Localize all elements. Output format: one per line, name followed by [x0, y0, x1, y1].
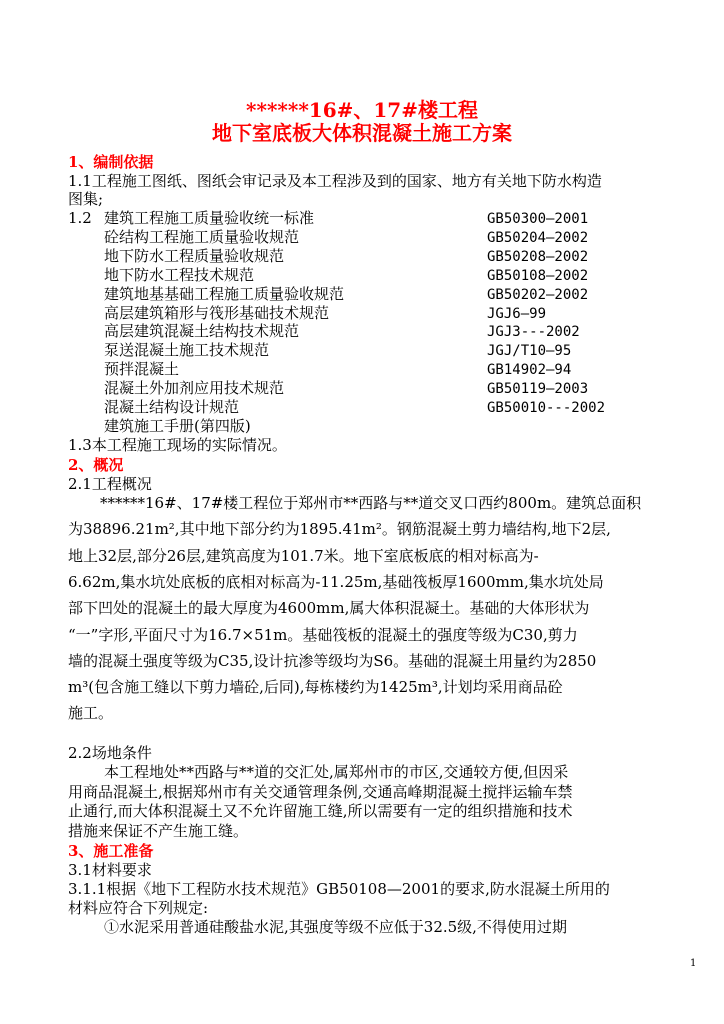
standard-code: JGJ6—99	[487, 305, 547, 322]
standard-name: 建筑施工手册(第四版)	[104, 416, 251, 435]
standard-code: GB14902—94	[487, 362, 572, 379]
doc-title-line2: 地下室底板大体积混凝土施工方案	[212, 121, 512, 145]
standard-code: GB50300—2001	[487, 211, 589, 227]
site-line: 本工程地处**西路与**道的交汇处,属郑州市的市区,交通较方便,但因采	[104, 763, 569, 781]
site-2-2-heading: 2.2场地条件	[68, 744, 152, 762]
overview-line: 部下凹处的混凝土的最大厚度为4600mm,属大体积混凝土。基础的大体形状为	[68, 599, 590, 618]
overview-line: m³(包含施工缝以下剪力墙砼,后同),每栋楼约为1425m³,计划均采用商品砼	[68, 678, 563, 697]
standard-name: 砼结构工程施工质量验收规范	[104, 227, 300, 246]
standard-name: 混凝土外加剂应用技术规范	[104, 379, 285, 398]
standard-code: GB50119—2003	[487, 381, 589, 398]
basis-1-1-cont: 图集;	[68, 190, 104, 208]
basis-1-1: 1.1工程施工图纸、图纸会审记录及本工程涉及到的国家、地方有关地下防水构造	[68, 172, 602, 190]
standard-code: GB50204—2002	[487, 229, 589, 246]
prep-item-1: ①水泥采用普通硅酸盐水泥,其强度等级不应低于32.5级,不得使用过期	[104, 918, 567, 936]
section-heading-2: 2、概况	[68, 456, 124, 474]
section-heading-1: 1、编制依据	[68, 153, 154, 171]
site-line: 措施来保证不产生施工缝。	[68, 821, 249, 840]
standard-code: GB50202—2002	[487, 286, 589, 303]
standard-name: 预拌混凝土	[104, 360, 180, 379]
standard-code: GB50010---2002	[487, 400, 606, 416]
prep-3-1-1-line1: 3.1.1根据《地下工程防水技术规范》GB50108—2001的要求,防水混凝土所用的	[68, 880, 610, 898]
overview-2-1-heading: 2.1工程概况	[68, 475, 152, 493]
standard-code: JGJ3---2002	[487, 324, 580, 341]
standard-name: 混凝土结构设计规范	[104, 398, 240, 416]
standard-code: GB50208—2002	[487, 248, 589, 265]
page-number: 1	[690, 958, 697, 969]
standard-name: 高层建筑箱形与筏形基础技术规范	[104, 303, 330, 322]
standard-name: 建筑地基基础工程施工质量验收规范	[104, 284, 345, 303]
prep-3-1-1-line2: 材料应符合下列规定:	[68, 899, 209, 917]
standard-name: 建筑工程施工质量验收统一标准	[104, 209, 315, 227]
basis-1-3: 1.3本工程施工现场的实际情况。	[68, 436, 287, 454]
overview-line: 墙的混凝土强度等级为C35,设计抗渗等级均为S6。基础的混凝土用量约为2850	[68, 651, 597, 670]
site-line: 止通行,而大体积混凝土又不允许留施工缝,所以需要有一定的组织措施和技术	[68, 802, 573, 820]
standard-code: JGJ/T10—95	[487, 343, 572, 360]
overview-line: “一”字形,平面尺寸为16.7×51m。基础筏板的混凝土的强度等级为C30,剪力	[68, 625, 578, 644]
doc-title-line1: ******16#、17#楼工程	[246, 98, 478, 122]
standard-name: 泵送混凝土施工技术规范	[104, 341, 270, 360]
overview-line: 6.62m,集水坑处底板的底相对标高为-11.25m,基础筏板厚1600mm,集水坑处局	[68, 572, 604, 591]
prep-3-1-heading: 3.1材料要求	[68, 861, 152, 879]
overview-line: 施工。	[68, 704, 114, 723]
standard-name: 高层建筑混凝土结构技术规范	[104, 322, 300, 341]
standard-code: GB50108—2002	[487, 267, 589, 284]
section-heading-3: 3、施工准备	[68, 842, 154, 860]
overview-line: 为38896.21m²,其中地下部分约为1895.41m²。钢筋混凝土剪力墙结构,地下2层,	[68, 520, 611, 539]
standard-name: 地下防水工程技术规范	[104, 265, 255, 284]
overview-line: ******16#、17#楼工程位于郑州市**西路与**道交叉口西约800m。建筑总面积	[100, 494, 642, 512]
site-line: 用商品混凝土,根据郑州市有关交通管理条例,交通高峰期混凝土搅拌运输车禁	[68, 782, 573, 801]
standard-name: 地下防水工程质量验收规范	[104, 246, 285, 265]
basis-1-2-prefix: 1.2	[68, 209, 92, 227]
overview-line: 地上32层,部分26层,建筑高度为101.7米。地下室底板底的相对标高为-	[68, 546, 539, 565]
